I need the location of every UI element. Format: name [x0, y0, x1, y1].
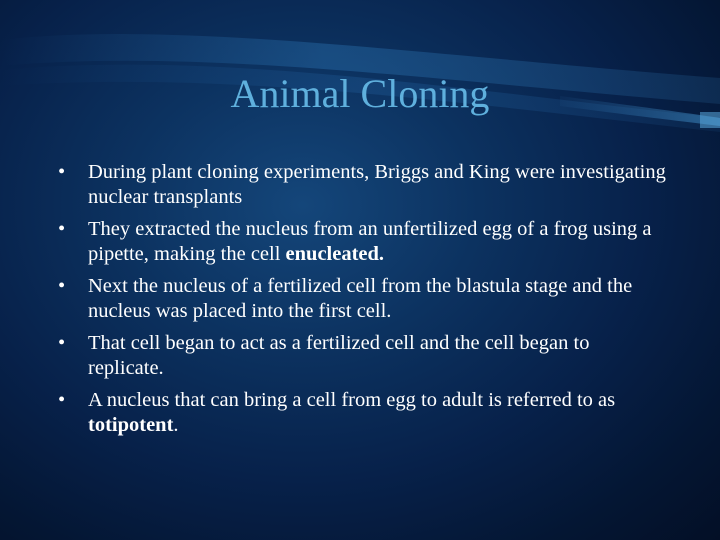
- list-item: [58, 274, 668, 324]
- bullet-text: They extracted the nucleus from an unfertilized egg of a frog using a pipette, making the cell: [88, 218, 652, 265]
- bullet-emphasis: totipotent: [88, 414, 174, 436]
- bullet-emphasis: enucleated.: [285, 243, 385, 265]
- bullet-point-icon: •: [58, 389, 66, 411]
- bullet-text: Next the nucleus of a fertilized cell from the blastula stage and the nucleus was placed into the first cell.: [88, 275, 633, 322]
- bullet-text: That cell began to act as a fertilized cell and the cell began to replicate.: [88, 332, 590, 379]
- bullet-text: A nucleus that can bring a cell from egg to adult is referred to as: [88, 389, 616, 411]
- bullet-point-icon: •: [58, 275, 66, 297]
- list-item: [58, 217, 668, 267]
- bullet-tail: .: [173, 414, 179, 436]
- bullet-text: During plant cloning experiments, Briggs and King were investigating nuclear transplants: [88, 161, 666, 208]
- bullet-point-icon: •: [58, 161, 66, 183]
- bullet-point-icon: •: [58, 332, 66, 354]
- list-item: [58, 388, 668, 438]
- slide-title: Animal Cloning: [230, 71, 490, 116]
- bullet-list: [58, 160, 668, 445]
- list-item: [58, 160, 668, 210]
- bullet-point-icon: •: [58, 218, 66, 240]
- list-item: [58, 331, 668, 381]
